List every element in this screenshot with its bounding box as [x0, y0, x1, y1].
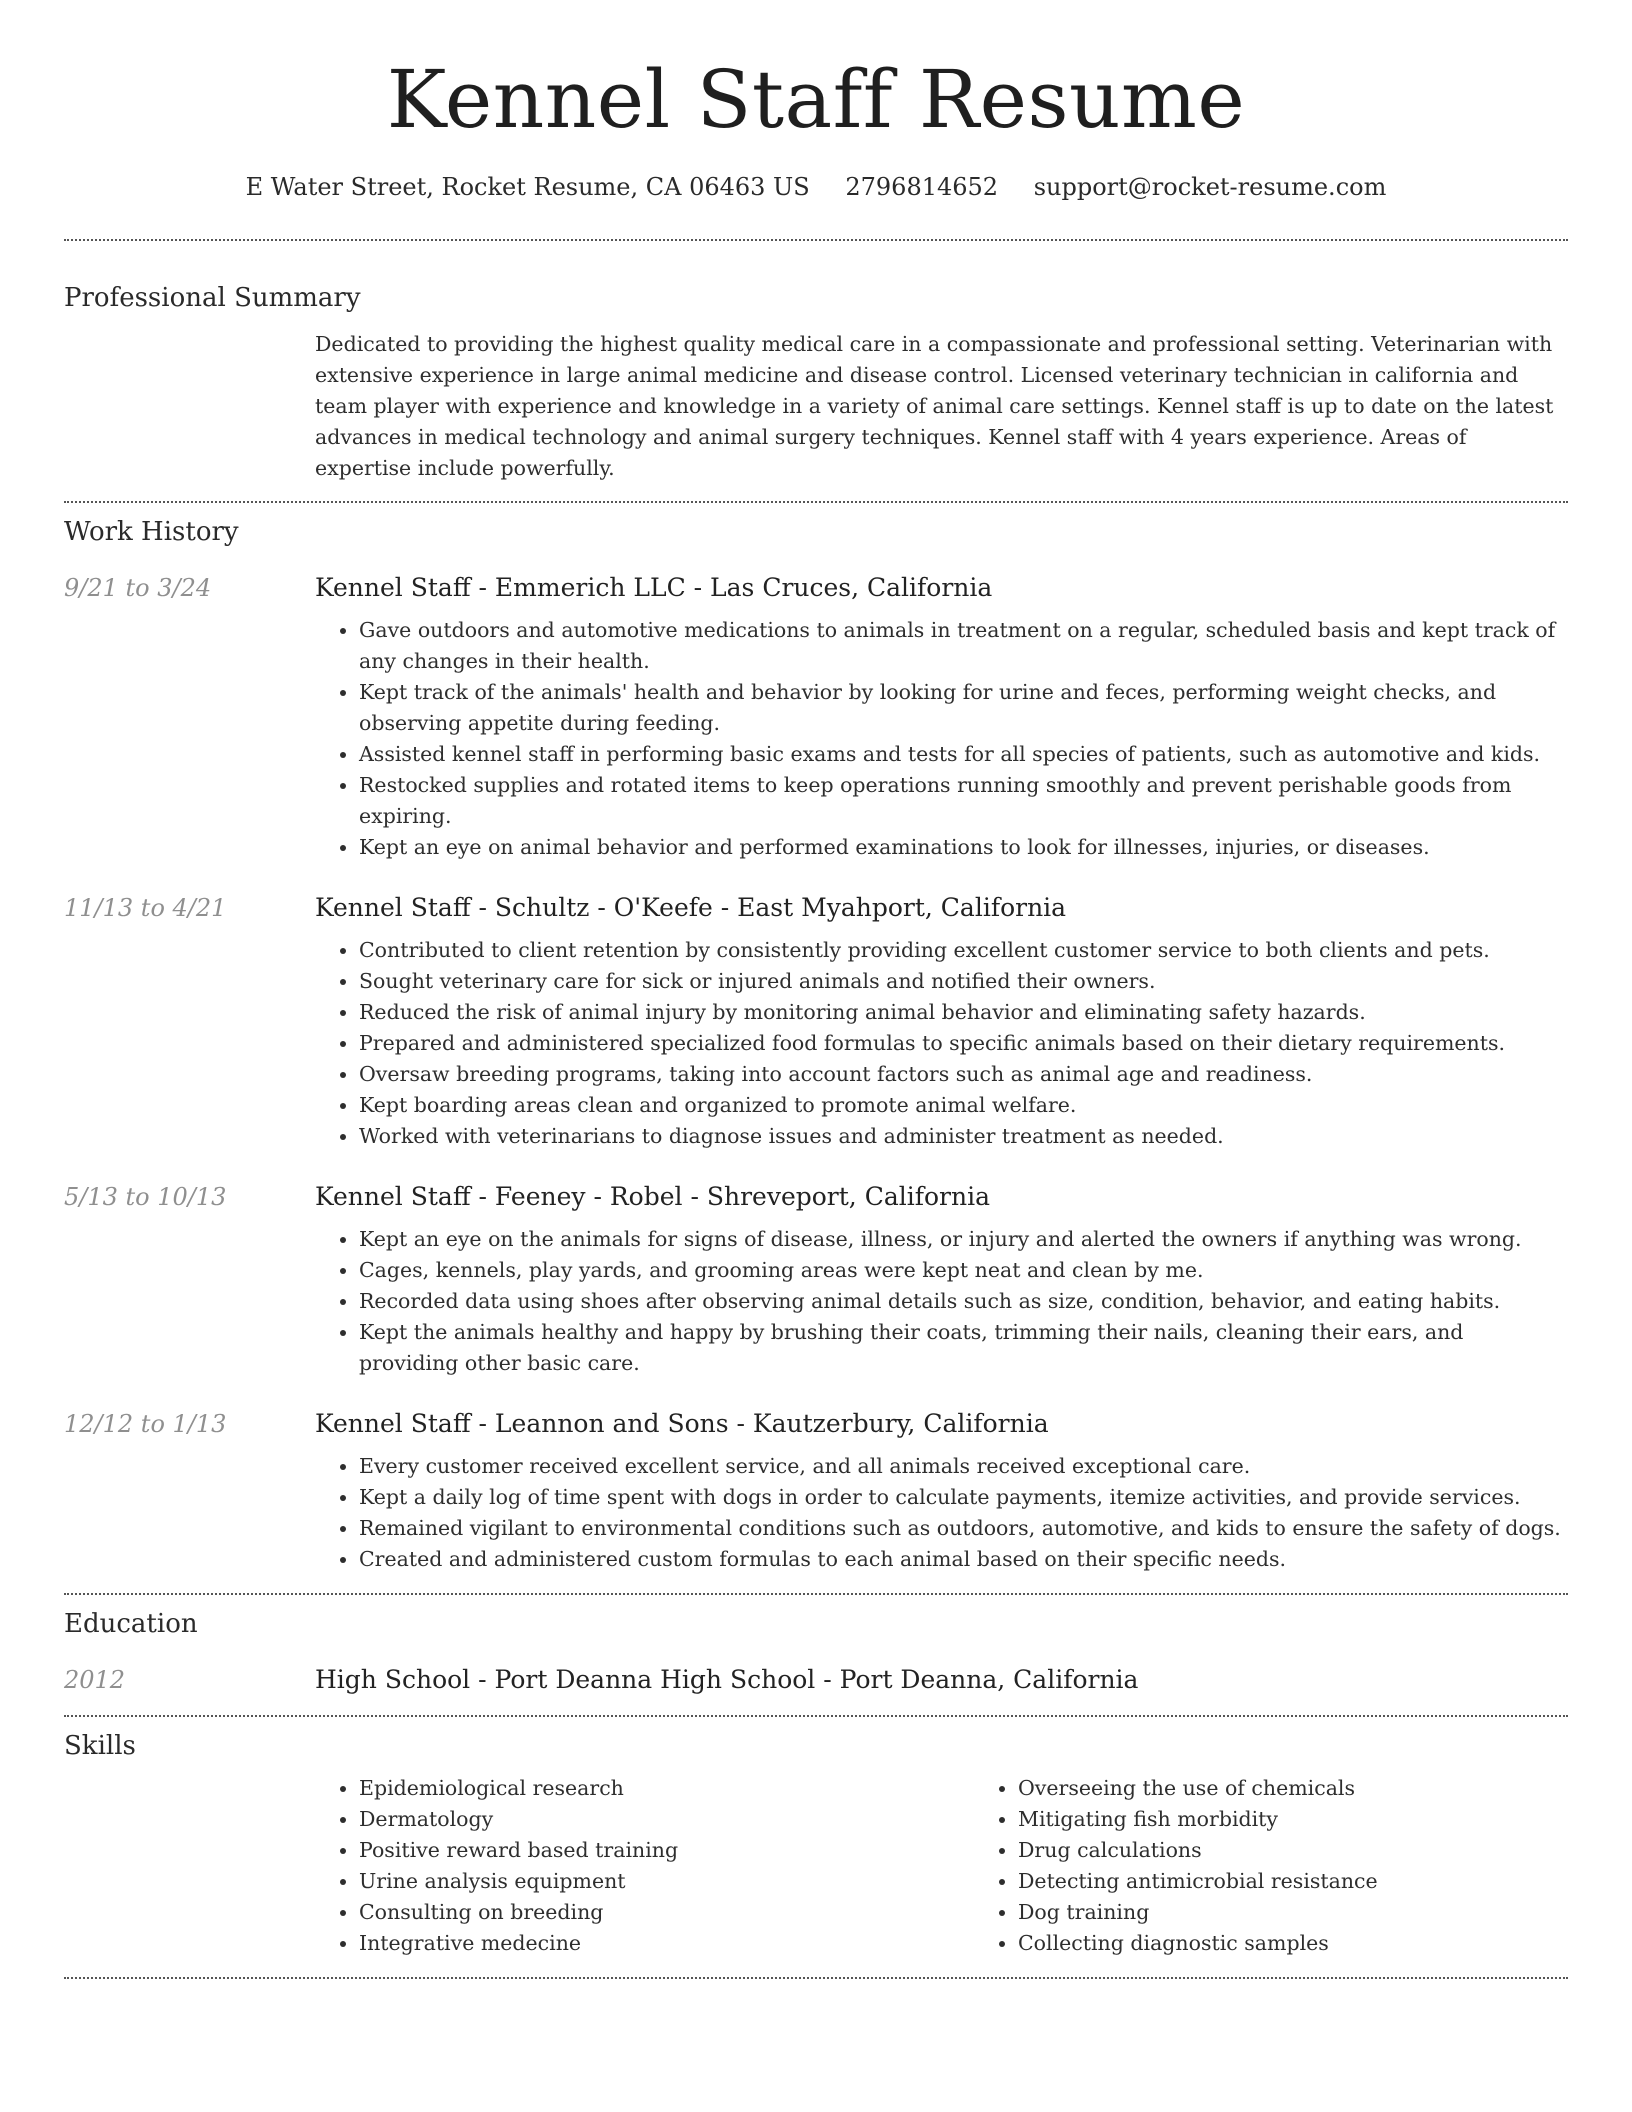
list-item: • Kept a daily log of time spent with dogs in order to calculate payments, itemize activities, and provide services. [359, 1482, 1568, 1513]
divider [64, 1715, 1568, 1717]
job-entry [64, 1407, 1568, 1575]
skill-item: • Consulting on breeding [359, 1897, 974, 1928]
skill-item: • Drug calculations [1018, 1835, 1632, 1866]
skill-item: • Collecting diagnostic samples [1018, 1928, 1632, 1959]
education-year: 2012 [64, 1666, 126, 1694]
skill-item: • Urine analysis equipment [359, 1866, 974, 1897]
job-bullet-list [315, 1451, 1568, 1575]
skill-item: • Positive reward based training [359, 1835, 974, 1866]
resume-title: Kennel Staff Resume [386, 53, 1246, 146]
job-title: Kennel Staff - Leannon and Sons - Kautzerbury, California [315, 1409, 1049, 1438]
list-item: • Created and administered custom formulas to each animal based on their specific needs. [359, 1544, 1568, 1575]
job-bullet-list [315, 935, 1568, 1152]
list-item: • Kept an eye on animal behavior and performed examinations to look for illnesses, injuries, or diseases. [359, 832, 1568, 863]
list-item: • Contributed to client retention by consistently providing excellent customer service to both clients and pets. [359, 935, 1568, 966]
education-entry [64, 1663, 1568, 1697]
contact-line [64, 170, 1568, 204]
section-title-summary: Professional Summary [64, 283, 361, 313]
list-item: • Cages, kennels, play yards, and grooming areas were kept neat and clean by me. [359, 1255, 1568, 1286]
list-item: • Reduced the risk of animal injury by monitoring animal behavior and eliminating safety hazards. [359, 997, 1568, 1028]
list-item: • Oversaw breeding programs, taking into account factors such as animal age and readiness. [359, 1059, 1568, 1090]
section-title-work-history: Work History [64, 517, 239, 547]
divider [64, 501, 1568, 503]
list-item: • Worked with veterinarians to diagnose issues and administer treatment as needed. [359, 1121, 1568, 1152]
contact-phone: 2796814652 [845, 173, 999, 201]
list-item: • Assisted kennel staff in performing basic exams and tests for all species of patients, such as automotive and kids. [359, 739, 1568, 770]
list-item: • Kept track of the animals' health and behavior by looking for urine and feces, performing weight checks, and observing appetite during feeding. [359, 677, 1568, 739]
job-title: Kennel Staff - Feeney - Robel - Shreveport, California [315, 1182, 990, 1211]
list-item: • Recorded data using shoes after observing animal details such as size, condition, behavior, and eating habits. [359, 1286, 1568, 1317]
job-dates: 11/13 to 4/21 [64, 894, 227, 922]
divider [64, 239, 1568, 241]
summary-text: Dedicated to providing the highest quality medical care in a compassionate and professional setting. Veterinarian with extensive experience in large animal medicine and disease control. Licensed veterinary technician in california and team player with experience and knowledge in a variety of animal care settings. Kennel staff is up to date on the latest advances in medical technology and animal surgery techniques. Kennel staff with 4 years experience. Areas of expertise include powerfully. [315, 332, 1554, 480]
contact-address: E Water Street, Rocket Resume, CA 06463 US [245, 173, 810, 201]
list-item: • Kept boarding areas clean and organized to promote animal welfare. [359, 1090, 1568, 1121]
skill-item: • Dermatology [359, 1804, 974, 1835]
job-entry [64, 1180, 1568, 1379]
section-title-skills: Skills [64, 1731, 136, 1761]
list-item: • Sought veterinary care for sick or injured animals and notified their owners. [359, 966, 1568, 997]
skill-item: • Mitigating fish morbidity [1018, 1804, 1632, 1835]
summary-row [64, 329, 1568, 484]
resume-page [64, 0, 1568, 1979]
education-title: High School - Port Deanna High School - Port Deanna, California [315, 1665, 1139, 1694]
list-item: • Prepared and administered specialized food formulas to specific animals based on their dietary requirements. [359, 1028, 1568, 1059]
list-item: • Kept an eye on the animals for signs of disease, illness, or injury and alerted the owners if anything was wrong. [359, 1224, 1568, 1255]
skill-item: • Epidemiological research [359, 1773, 974, 1804]
list-item: • Every customer received excellent service, and all animals received exceptional care. [359, 1451, 1568, 1482]
job-entry [64, 891, 1568, 1152]
job-dates: 12/12 to 1/13 [64, 1410, 227, 1438]
list-item: • Gave outdoors and automotive medications to animals in treatment on a regular, scheduled basis and kept track of any changes in their health. [359, 615, 1568, 677]
job-dates: 5/13 to 10/13 [64, 1183, 227, 1211]
skill-item: • Integrative medecine [359, 1928, 974, 1959]
job-title: Kennel Staff - Emmerich LLC - Las Cruces, California [315, 573, 993, 602]
list-item: • Remained vigilant to environmental conditions such as outdoors, automotive, and kids to ensure the safety of dogs. [359, 1513, 1568, 1544]
contact-email: support@rocket-resume.com [1033, 173, 1387, 201]
section-title-education: Education [64, 1609, 198, 1639]
divider [64, 1977, 1568, 1979]
divider [64, 1593, 1568, 1595]
list-item: • Restocked supplies and rotated items to keep operations running smoothly and prevent perishable goods from expiring. [359, 770, 1568, 832]
skills-list-left [315, 1773, 974, 1959]
job-title: Kennel Staff - Schultz - O'Keefe - East Myahport, California [315, 893, 1067, 922]
job-bullet-list [315, 1224, 1568, 1379]
job-bullet-list [315, 615, 1568, 863]
skills-row [64, 1773, 1568, 1959]
job-dates: 9/21 to 3/24 [64, 574, 212, 602]
skill-item: • Overseeing the use of chemicals [1018, 1773, 1632, 1804]
job-entry [64, 571, 1568, 863]
list-item: • Kept the animals healthy and happy by brushing their coats, trimming their nails, cleaning their ears, and providing other basic care. [359, 1317, 1568, 1379]
skill-item: • Detecting antimicrobial resistance [1018, 1866, 1632, 1897]
skills-list-right [974, 1773, 1632, 1959]
skill-item: • Dog training [1018, 1897, 1632, 1928]
